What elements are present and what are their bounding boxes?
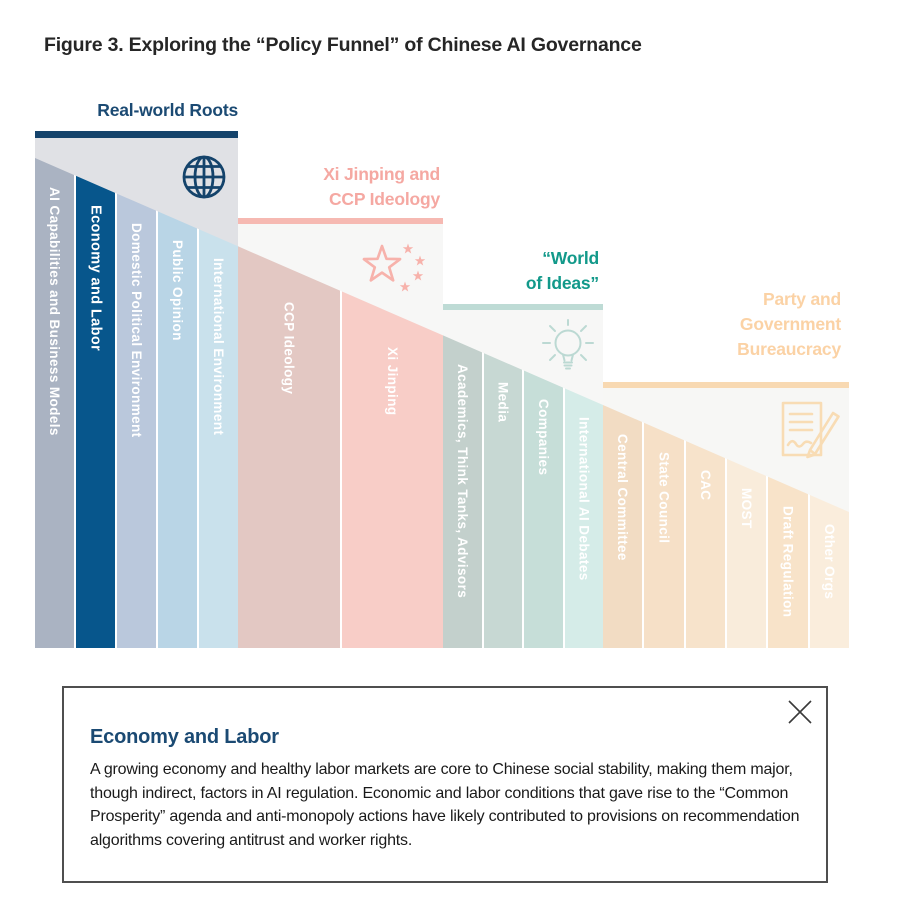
figure-title: Figure 3. Exploring the “Policy Funnel” of Chinese AI Governance bbox=[44, 34, 642, 56]
column-label: Media bbox=[495, 381, 511, 423]
column-label: AI Capabilities and Business Models bbox=[47, 186, 62, 436]
group-title-real-world-roots bbox=[35, 98, 238, 123]
column-label: International AI Debates bbox=[576, 417, 592, 581]
column-label: CCP Ideology bbox=[281, 302, 297, 395]
group-title-line: “World bbox=[542, 248, 599, 268]
stars-icon bbox=[360, 243, 425, 293]
funnel-column-academics-think-tanks-advisors[interactable] bbox=[443, 310, 482, 648]
funnel-group-real-world-roots bbox=[35, 100, 238, 648]
group-title-world-of-ideas bbox=[443, 246, 603, 296]
group-underline-bar bbox=[35, 131, 238, 138]
funnel-column-ccp-ideology[interactable] bbox=[238, 224, 340, 648]
lightbulb-icon bbox=[537, 318, 599, 370]
detail-title: Economy and Labor bbox=[90, 726, 279, 748]
funnel-column-domestic-political-environment[interactable] bbox=[117, 138, 156, 648]
column-label: MOST bbox=[739, 488, 755, 529]
detail-body: A growing economy and healthy labor markets are core to Chinese social stability, making them major, though indirect, factors in AI regulation. Economic and labor conditions that gave rise to the “Common Prosperity” agenda and anti-monopoly actions have likely contributed to provisions on recommendation algorithms covering antitrust and worker rights. bbox=[90, 761, 800, 849]
document-pen-icon bbox=[780, 398, 845, 460]
column-label: International Environment bbox=[211, 258, 226, 436]
detail-panel bbox=[62, 686, 828, 883]
group-title-xi-jinping-ccp-ideology bbox=[238, 162, 443, 212]
group-title-line: Party and bbox=[763, 289, 841, 309]
column-label: Draft Regulation bbox=[780, 506, 796, 618]
group-title-line: Real-world Roots bbox=[97, 100, 238, 120]
group-title-line: Government bbox=[739, 314, 841, 334]
funnel-column-central-committee[interactable] bbox=[603, 388, 642, 648]
funnel-column-ai-capabilities-and-business-models[interactable] bbox=[35, 138, 74, 648]
group-title-line: of Ideas” bbox=[525, 273, 599, 293]
group-underline-bar bbox=[603, 382, 849, 388]
column-label: CAC bbox=[697, 470, 713, 501]
column-label: Central Committee bbox=[615, 434, 631, 561]
column-label: Academics, Think Tanks, Advisors bbox=[454, 364, 470, 599]
column-label: Xi Jinping bbox=[384, 347, 400, 416]
funnel-column-economy-and-labor[interactable] bbox=[76, 138, 115, 648]
globe-icon bbox=[182, 155, 226, 199]
group-underline-bar bbox=[238, 218, 443, 224]
group-title-line: Bureaucracy bbox=[737, 339, 841, 359]
group-title-party-government-bureaucracy bbox=[603, 287, 849, 362]
close-icon[interactable] bbox=[787, 699, 813, 725]
column-label: Other Orgs bbox=[821, 524, 837, 600]
column-label: State Council bbox=[656, 452, 672, 544]
group-underline-bar bbox=[443, 304, 603, 310]
column-label: Companies bbox=[535, 399, 551, 476]
column-label: Economy and Labor bbox=[87, 204, 104, 351]
column-label: Domestic Political Environment bbox=[129, 222, 144, 438]
group-title-line: CCP Ideology bbox=[328, 189, 440, 209]
group-title-line: Xi Jinping and bbox=[323, 164, 440, 184]
column-label: Public Opinion bbox=[170, 240, 185, 342]
